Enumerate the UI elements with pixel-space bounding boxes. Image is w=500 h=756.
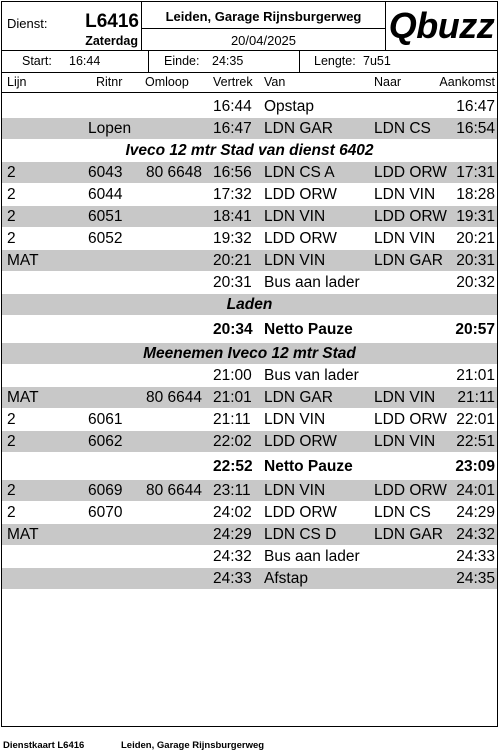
cell-aankomst: 16:47 — [456, 98, 495, 115]
schedule-row — [2, 162, 497, 184]
cell-van: LDN VIN — [264, 482, 326, 499]
cell-naar: LDN VIN — [374, 186, 436, 203]
col-van: Van — [264, 75, 286, 89]
divider — [142, 28, 385, 29]
col-naar: Naar — [374, 75, 402, 89]
schedule-rows — [2, 96, 497, 590]
cell-naar: LDD ORW — [374, 208, 447, 225]
cell-omloop: 80 6644 — [146, 389, 203, 406]
lengte-value: 7u51 — [363, 54, 391, 68]
cell-vertrek: 16:56 — [213, 164, 252, 181]
schedule-row — [2, 502, 497, 524]
cell-vertrek: 21:11 — [213, 411, 251, 428]
cell-vertrek: 24:02 — [213, 504, 252, 521]
schedule-row — [2, 453, 497, 480]
schedule-row — [2, 480, 497, 502]
cell-ritnr: Lopen — [88, 120, 132, 137]
cell-naar: LDD ORW — [374, 411, 447, 428]
cell-van: Bus aan lader — [264, 274, 360, 291]
cell-lijn: 2 — [7, 186, 16, 203]
schedule-row — [2, 206, 497, 228]
garage-date-cell — [142, 2, 386, 50]
cell-lijn: MAT — [7, 526, 39, 543]
cell-aankomst: 24:33 — [456, 548, 495, 565]
col-aankomst: Aankomst — [439, 75, 495, 89]
schedule-row — [2, 409, 497, 431]
schedule-row — [2, 184, 497, 206]
cell-vertrek: 24:32 — [213, 548, 252, 565]
col-lijn: Lijn — [7, 75, 27, 89]
cell-van: LDN CS A — [264, 164, 335, 181]
cell-vertrek: 23:11 — [213, 482, 251, 499]
schedule-row — [2, 118, 497, 140]
cell-van: Opstap — [264, 98, 314, 115]
cell-lijn: 2 — [7, 482, 16, 499]
cell-aankomst: 24:32 — [456, 526, 495, 543]
cell-ritnr: 6069 — [88, 482, 123, 499]
einde-label: Einde: — [164, 54, 200, 68]
cell-aankomst: 16:54 — [456, 120, 495, 137]
cell-aankomst: 24:29 — [456, 504, 495, 521]
footer-garage: Leiden, Garage Rijnsburgerweg — [121, 740, 265, 751]
cell-naar: LDN VIN — [374, 230, 436, 247]
section-title: Iveco 12 mtr Stad van dienst 6402 — [125, 142, 374, 159]
duty-card — [1, 1, 498, 727]
cell-ritnr: 6044 — [88, 186, 123, 203]
cell-van: LDN VIN — [264, 252, 326, 269]
schedule-row — [2, 365, 497, 387]
cell-lijn: 2 — [7, 504, 16, 521]
dienst-label: Dienst: — [7, 16, 48, 31]
cell-vertrek: 21:01 — [213, 389, 252, 406]
cell-naar: LDD ORW — [374, 482, 447, 499]
cell-vertrek: 20:21 — [213, 252, 252, 269]
cell-aankomst: 19:31 — [456, 208, 495, 225]
duty-id-cell — [2, 2, 142, 50]
schedule-row — [2, 96, 497, 118]
day-of-week: Zaterdag — [85, 34, 138, 48]
start-time: 16:44 — [69, 54, 101, 68]
cell-ritnr: 6052 — [88, 230, 123, 247]
cell-vertrek: 16:47 — [213, 120, 252, 137]
cell-omloop: 80 6648 — [146, 164, 203, 181]
cell-van: LDN VIN — [264, 411, 326, 428]
section-title: Meenemen Iveco 12 mtr Stad — [143, 345, 356, 362]
cell-lijn: 2 — [7, 433, 16, 450]
cell-aankomst: 18:28 — [456, 186, 495, 203]
cell-vertrek: 20:31 — [213, 274, 252, 291]
cell-vertrek: 24:33 — [213, 570, 252, 587]
cell-van: Netto Pauze — [264, 321, 353, 338]
cell-lijn: MAT — [7, 252, 39, 269]
cell-vertrek: 22:02 — [213, 433, 252, 450]
cell-omloop: 80 6644 — [146, 482, 203, 499]
cell-van: LDD ORW — [264, 186, 337, 203]
cell-van: LDN VIN — [264, 208, 326, 225]
cell-vertrek: 22:52 — [213, 458, 253, 475]
cell-vertrek: 16:44 — [213, 98, 252, 115]
cell-lijn: 2 — [7, 230, 16, 247]
schedule-row — [2, 546, 497, 568]
schedule-row — [2, 272, 497, 294]
col-vertrek: Vertrek — [213, 75, 253, 89]
cell-aankomst: 24:35 — [456, 570, 495, 587]
page-footer — [3, 740, 265, 751]
start-segment — [2, 50, 149, 72]
col-omloop: Omloop — [145, 75, 189, 89]
section-title: Laden — [226, 296, 273, 313]
cell-naar: LDN CS — [374, 120, 431, 137]
cell-aankomst: 23:09 — [455, 458, 495, 475]
cell-lijn: 2 — [7, 164, 16, 181]
cell-vertrek: 20:34 — [213, 321, 253, 338]
cell-vertrek: 17:32 — [213, 186, 252, 203]
cell-aankomst: 20:21 — [456, 230, 495, 247]
einde-time: 24:35 — [212, 54, 244, 68]
cell-van: LDN GAR — [264, 389, 333, 406]
schedule-row — [2, 431, 497, 453]
cell-naar: LDN VIN — [374, 433, 436, 450]
cell-van: LDN CS D — [264, 526, 337, 543]
cell-aankomst: 20:57 — [455, 321, 495, 338]
cell-aankomst: 24:01 — [456, 482, 495, 499]
cell-vertrek: 21:00 — [213, 367, 252, 384]
card-header — [2, 2, 497, 51]
dienst-number: L6416 — [85, 11, 139, 32]
cell-naar: LDD ORW — [374, 164, 447, 181]
column-headers — [2, 73, 497, 93]
schedule-row — [2, 316, 497, 343]
lengte-segment — [300, 50, 497, 72]
schedule-row — [2, 250, 497, 272]
cell-van: Netto Pauze — [264, 458, 353, 475]
start-label: Start: — [22, 54, 52, 68]
cell-van: Bus van lader — [264, 367, 359, 384]
cell-aankomst: 20:31 — [456, 252, 495, 269]
qbuzz-logo: Qbuzz — [388, 5, 495, 46]
section-header — [2, 343, 497, 365]
cell-naar: LDN GAR — [374, 526, 443, 543]
schedule-row — [2, 387, 497, 409]
einde-segment — [149, 50, 300, 72]
footer-dienst: Dienstkaart L6416 — [3, 740, 85, 751]
cell-naar: LDN VIN — [374, 389, 436, 406]
logo-cell — [386, 2, 497, 50]
cell-van: LDD ORW — [264, 230, 337, 247]
cell-aankomst: 21:01 — [456, 367, 495, 384]
cell-ritnr: 6043 — [88, 164, 123, 181]
cell-van: LDD ORW — [264, 504, 337, 521]
cell-van: LDN GAR — [264, 120, 333, 137]
schedule-row — [2, 568, 497, 590]
cell-van: Afstap — [264, 570, 308, 587]
cell-ritnr: 6062 — [88, 433, 123, 450]
section-header — [2, 294, 497, 316]
section-header — [2, 140, 497, 162]
cell-lijn: 2 — [7, 411, 16, 428]
cell-vertrek: 24:29 — [213, 526, 252, 543]
cell-van: LDD ORW — [264, 433, 337, 450]
garage-name: Leiden, Garage Rijnsburgerweg — [165, 9, 362, 24]
cell-aankomst: 17:31 — [456, 164, 495, 181]
cell-van: Bus aan lader — [264, 548, 360, 565]
schedule-row — [2, 228, 497, 250]
cell-ritnr: 6061 — [88, 411, 123, 428]
cell-lijn: MAT — [7, 389, 39, 406]
cell-lijn: 2 — [7, 208, 16, 225]
lengte-label: Lengte: — [314, 54, 356, 68]
cell-aankomst: 22:51 — [456, 433, 495, 450]
col-ritnr: Ritnr — [96, 75, 123, 89]
cell-aankomst: 21:11 — [457, 389, 495, 406]
service-date: 20/04/2025 — [230, 33, 297, 48]
cell-naar: LDN CS — [374, 504, 431, 521]
cell-vertrek: 18:41 — [213, 208, 252, 225]
schedule-row — [2, 524, 497, 546]
times-row — [2, 50, 497, 73]
cell-aankomst: 22:01 — [456, 411, 495, 428]
cell-ritnr: 6051 — [88, 208, 123, 225]
cell-naar: LDN GAR — [374, 252, 443, 269]
cell-aankomst: 20:32 — [456, 274, 495, 291]
cell-ritnr: 6070 — [88, 504, 123, 521]
cell-vertrek: 19:32 — [213, 230, 252, 247]
